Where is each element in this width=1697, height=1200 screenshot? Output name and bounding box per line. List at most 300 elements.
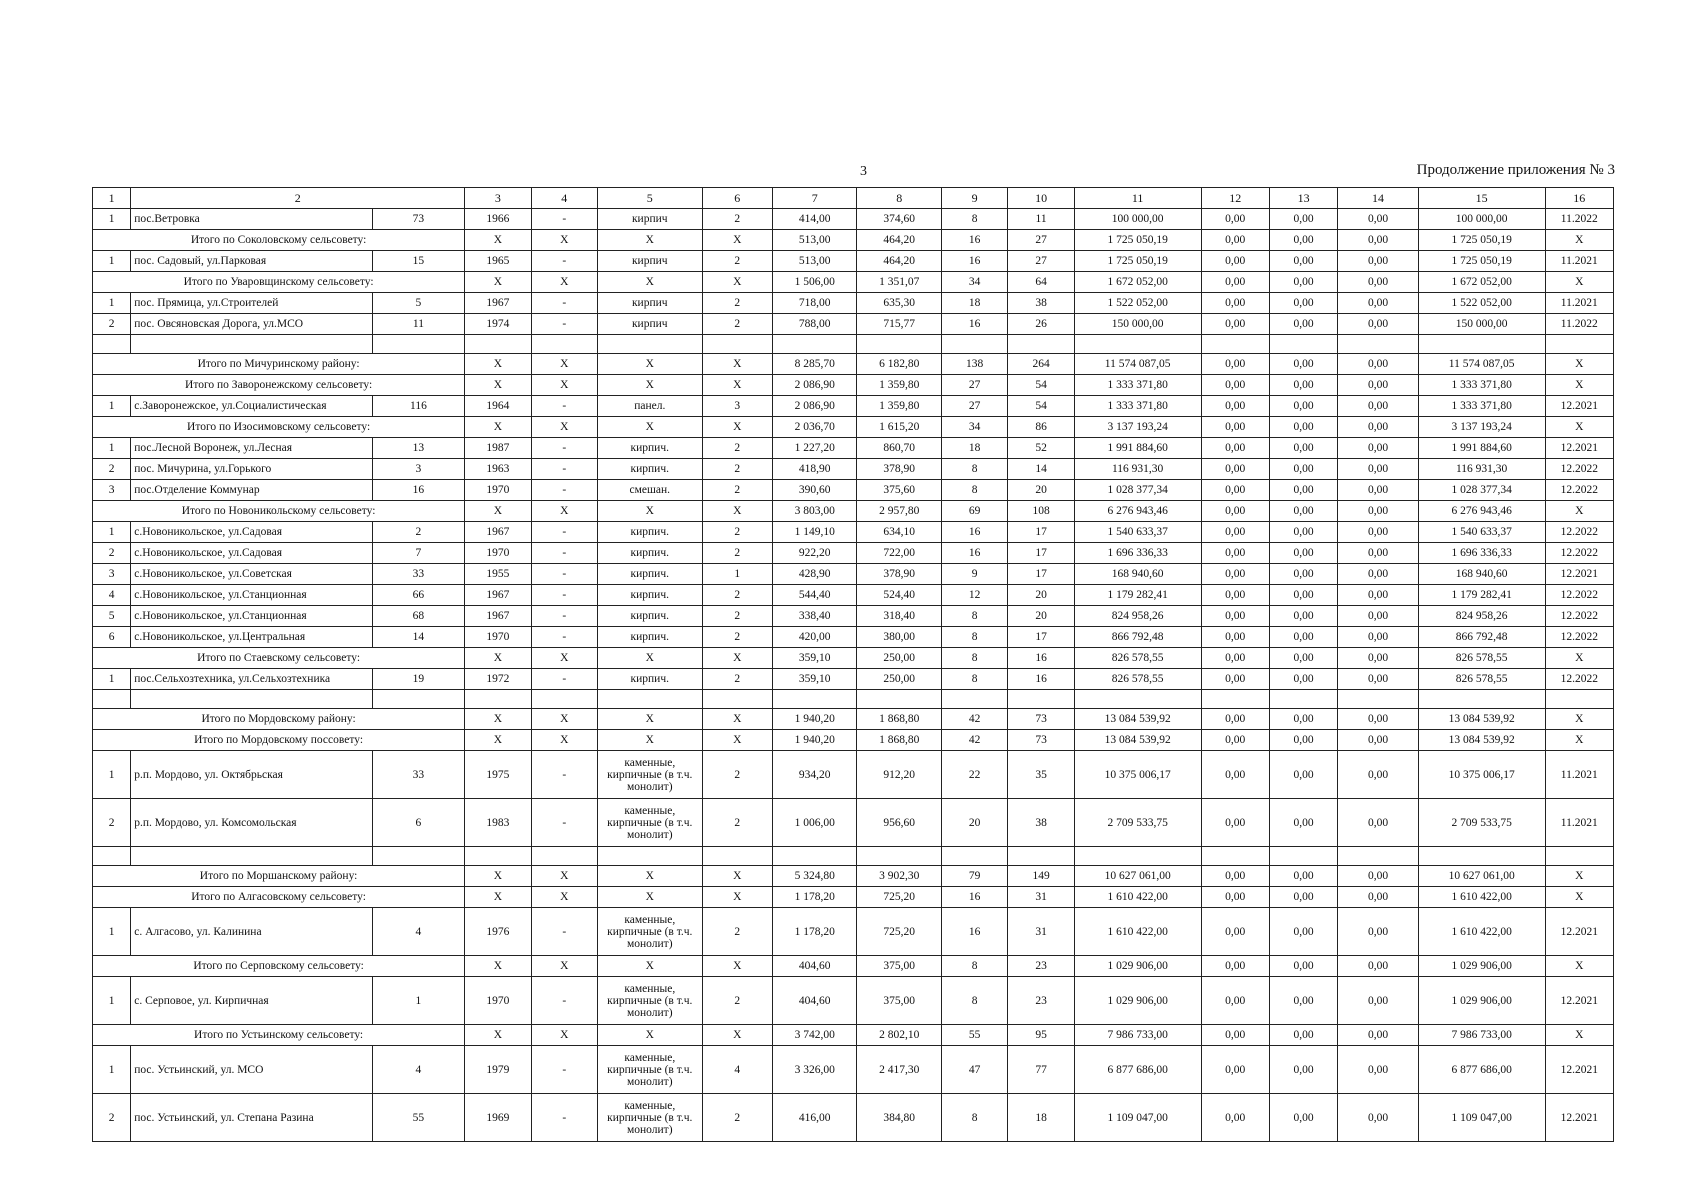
wall-material-cell: каменные, кирпичные (в т.ч. монолит) [597,751,702,799]
table-cell: 68 [372,606,465,627]
column-number-header: 15 [1418,188,1545,209]
table-cell: 2 [702,606,772,627]
table-cell: 0,00 [1269,1094,1337,1142]
table-cell: 464,20 [857,251,942,272]
table-cell: 1 522 052,00 [1418,293,1545,314]
table-cell: X [702,375,772,396]
table-cell: X [597,866,702,887]
table-cell: 0,00 [1338,1094,1418,1142]
table-cell: X [597,956,702,977]
table-cell: 0,00 [1338,606,1418,627]
empty-cell [131,847,372,866]
table-cell: X [531,1025,597,1046]
table-cell: 18 [1008,1094,1074,1142]
empty-cell [857,847,942,866]
table-cell: 16 [1008,669,1074,690]
wall-material-cell: каменные, кирпичные (в т.ч. монолит) [597,1046,702,1094]
table-cell: 27 [1008,230,1074,251]
wall-material-cell: кирпич. [597,564,702,585]
table-cell: 922,20 [772,543,857,564]
table-cell: 0,00 [1201,459,1269,480]
subtotal-label: Итого по Алгасовскому сельсовету: [93,887,465,908]
table-cell: 6 [372,799,465,847]
address-cell: пос. Садовый, ул.Парковая [131,251,372,272]
table-cell: 824 958,26 [1418,606,1545,627]
table-cell: 0,00 [1338,459,1418,480]
table-cell: 0,00 [1269,908,1337,956]
table-cell: 1983 [465,799,531,847]
table-cell: 12 [941,585,1007,606]
table-cell: 1 029 906,00 [1074,977,1201,1025]
row-number-cell: 3 [93,564,131,585]
empty-cell [372,335,465,354]
table-cell: 1 725 050,19 [1074,230,1201,251]
table-cell: 0,00 [1201,1094,1269,1142]
table-cell: 0,00 [1338,866,1418,887]
table-cell: 149 [1008,866,1074,887]
column-number-header: 8 [857,188,942,209]
table-cell: 77 [1008,1046,1074,1094]
table-cell: 1 178,20 [772,887,857,908]
table-cell: 23 [1008,977,1074,1025]
table-cell: 1 991 884,60 [1418,438,1545,459]
table-cell: X [702,709,772,730]
table-cell: - [531,564,597,585]
table-cell: 0,00 [1269,887,1337,908]
empty-cell [1545,335,1613,354]
table-cell: 2 [702,438,772,459]
table-row [93,751,1614,799]
table-cell: 0,00 [1201,799,1269,847]
table-cell: 0,00 [1269,209,1337,230]
table-cell: 1 725 050,19 [1074,251,1201,272]
table-cell: 3 326,00 [772,1046,857,1094]
table-cell: X [465,354,531,375]
address-cell: с.Новоникольское, ул.Станционная [131,606,372,627]
table-cell: 0,00 [1201,543,1269,564]
table-cell: 0,00 [1201,627,1269,648]
table-cell: 86 [1008,417,1074,438]
table-cell: 464,20 [857,230,942,251]
row-number-cell: 2 [93,459,131,480]
empty-cell [702,690,772,709]
table-cell: 7 [372,543,465,564]
table-cell: 18 [941,293,1007,314]
table-cell: 1 696 336,33 [1418,543,1545,564]
table-cell: 0,00 [1269,543,1337,564]
table-cell: 0,00 [1201,293,1269,314]
table-cell: 0,00 [1201,375,1269,396]
subtotal-row [93,866,1614,887]
table-row [93,459,1614,480]
empty-cell [1269,847,1337,866]
table-cell: X [465,887,531,908]
table-cell: 2 417,30 [857,1046,942,1094]
table-cell: 824 958,26 [1074,606,1201,627]
subtotal-row [93,887,1614,908]
subtotal-label: Итого по Устьинскому сельсовету: [93,1025,465,1046]
address-cell: р.п. Мордово, ул. Октябрьская [131,751,372,799]
table-cell: 6 276 943,46 [1074,501,1201,522]
table-cell: X [465,648,531,669]
table-cell: 26 [1008,314,1074,335]
table-cell: X [465,375,531,396]
table-cell: 38 [1008,799,1074,847]
table-cell: 34 [941,417,1007,438]
table-cell: X [465,230,531,251]
table-cell: 100 000,00 [1418,209,1545,230]
subtotal-label: Итого по Мичуринскому району: [93,354,465,375]
table-cell: 1 [372,977,465,1025]
table-cell: X [597,1025,702,1046]
table-cell: 544,40 [772,585,857,606]
table-cell: 0,00 [1201,977,1269,1025]
table-cell: 1 672 052,00 [1074,272,1201,293]
empty-cell [857,690,942,709]
table-cell: - [531,1046,597,1094]
table-cell: - [531,522,597,543]
empty-cell [1008,690,1074,709]
table-row [93,799,1614,847]
table-cell: 6 877 686,00 [1418,1046,1545,1094]
table-cell: 3 [702,396,772,417]
table-cell: 10 627 061,00 [1418,866,1545,887]
empty-cell [772,335,857,354]
table-cell: 2 [702,669,772,690]
row-number-cell: 1 [93,751,131,799]
table-row [93,585,1614,606]
table-cell: 1987 [465,438,531,459]
table-cell: 11.2021 [1545,251,1613,272]
table-cell: 414,00 [772,209,857,230]
table-cell: 1970 [465,627,531,648]
table-cell: 378,90 [857,459,942,480]
table-cell: 1 615,20 [857,417,942,438]
table-row [93,606,1614,627]
table-cell: 5 324,80 [772,866,857,887]
address-cell: с.Заворонежское, ул.Социалистическая [131,396,372,417]
table-cell: 866 792,48 [1074,627,1201,648]
table-cell: 27 [941,375,1007,396]
address-cell: пос.Лесной Воронеж, ул.Лесная [131,438,372,459]
address-cell: с. Алгасово, ул. Калинина [131,908,372,956]
table-cell: 404,60 [772,956,857,977]
table-cell: 2 [702,522,772,543]
table-cell: 73 [1008,709,1074,730]
wall-material-cell: смешан. [597,480,702,501]
empty-cell [93,690,131,709]
table-cell: 6 182,80 [857,354,942,375]
table-cell: 16 [941,908,1007,956]
table-cell: 0,00 [1338,751,1418,799]
table-cell: 380,00 [857,627,942,648]
row-number-cell: 6 [93,627,131,648]
empty-cell [597,690,702,709]
table-cell: 11.2022 [1545,314,1613,335]
table-cell: 359,10 [772,648,857,669]
table-cell: 0,00 [1201,709,1269,730]
table-cell: 1967 [465,606,531,627]
table-cell: 0,00 [1338,314,1418,335]
table-cell: 1975 [465,751,531,799]
row-number-cell: 1 [93,908,131,956]
table-cell: 10 627 061,00 [1074,866,1201,887]
table-cell: 12.2022 [1545,522,1613,543]
table-cell: X [702,648,772,669]
table-cell: 12.2021 [1545,564,1613,585]
table-cell: 8 [941,209,1007,230]
table-cell: 378,90 [857,564,942,585]
table-cell: 1 506,00 [772,272,857,293]
wall-material-cell: кирпич. [597,459,702,480]
table-row [93,438,1614,459]
table-cell: 0,00 [1201,272,1269,293]
table-cell: X [465,709,531,730]
table-cell: 35 [1008,751,1074,799]
table-cell: 12.2022 [1545,627,1613,648]
table-cell: 7 986 733,00 [1418,1025,1545,1046]
table-cell: 12.2022 [1545,606,1613,627]
wall-material-cell: кирпич. [597,669,702,690]
table-cell: 0,00 [1338,730,1418,751]
table-cell: 390,60 [772,480,857,501]
table-cell: 0,00 [1269,522,1337,543]
subtotal-row [93,417,1614,438]
table-cell: 0,00 [1201,396,1269,417]
table-cell: 13 084 539,92 [1418,730,1545,751]
table-cell: 2 036,70 [772,417,857,438]
table-cell: 27 [941,396,1007,417]
table-cell: - [531,209,597,230]
table-cell: 0,00 [1338,709,1418,730]
wall-material-cell: кирпич. [597,627,702,648]
table-cell: 4 [372,908,465,956]
table-cell: 0,00 [1269,730,1337,751]
table-cell: 0,00 [1338,480,1418,501]
table-cell: X [1545,375,1613,396]
table-cell: - [531,251,597,272]
table-cell: 0,00 [1201,480,1269,501]
table-row [93,1046,1614,1094]
table-cell: 0,00 [1201,522,1269,543]
table-cell: 16 [941,887,1007,908]
table-cell: 0,00 [1201,1025,1269,1046]
page-number: 3 [860,164,867,179]
address-cell: пос. Мичурина, ул.Горького [131,459,372,480]
table-cell: 715,77 [857,314,942,335]
column-number-header: 5 [597,188,702,209]
table-cell: 0,00 [1338,669,1418,690]
table-cell: 513,00 [772,251,857,272]
table-cell: 934,20 [772,751,857,799]
table-cell: 0,00 [1269,751,1337,799]
empty-cell [1074,335,1201,354]
empty-cell [1269,335,1337,354]
table-cell: 1 868,80 [857,709,942,730]
table-cell: 250,00 [857,648,942,669]
table-cell: 2 [702,209,772,230]
table-cell: 0,00 [1269,396,1337,417]
table-cell: X [465,730,531,751]
table-cell: 138 [941,354,1007,375]
table-cell: 250,00 [857,669,942,690]
table-cell: 826 578,55 [1074,648,1201,669]
housing-program-table [92,187,1614,1142]
table-cell: 3 803,00 [772,501,857,522]
table-row [93,1094,1614,1142]
table-cell: 34 [941,272,1007,293]
table-cell: 418,90 [772,459,857,480]
wall-material-cell: кирпич [597,293,702,314]
table-cell: X [1545,866,1613,887]
table-cell: 11.2021 [1545,293,1613,314]
table-cell: 16 [941,543,1007,564]
address-cell: р.п. Мордово, ул. Комсомольская [131,799,372,847]
table-cell: - [531,585,597,606]
table-cell: 66 [372,585,465,606]
table-cell: X [597,709,702,730]
table-cell: 0,00 [1201,354,1269,375]
column-number-header: 6 [702,188,772,209]
empty-cell [1338,690,1418,709]
table-cell: 47 [941,1046,1007,1094]
table-cell: X [1545,887,1613,908]
table-cell: X [702,272,772,293]
table-cell: X [702,730,772,751]
table-cell: 73 [1008,730,1074,751]
table-cell: 79 [941,866,1007,887]
table-cell: 8 [941,669,1007,690]
table-cell: 55 [372,1094,465,1142]
table-cell: - [531,977,597,1025]
table-cell: 1 940,20 [772,709,857,730]
table-cell: - [531,396,597,417]
row-number-cell: 1 [93,522,131,543]
table-cell: 1 029 906,00 [1418,956,1545,977]
table-cell: 0,00 [1201,730,1269,751]
table-cell: 7 986 733,00 [1074,1025,1201,1046]
address-cell: с.Новоникольское, ул.Садовая [131,543,372,564]
table-cell: 0,00 [1338,543,1418,564]
table-cell: 2 [702,314,772,335]
table-cell: 0,00 [1201,1046,1269,1094]
table-cell: 912,20 [857,751,942,799]
table-cell: 4 [702,1046,772,1094]
wall-material-cell: кирпич. [597,606,702,627]
table-cell: 0,00 [1201,585,1269,606]
table-cell: 168 940,60 [1418,564,1545,585]
row-number-cell: 2 [93,543,131,564]
table-cell: 1967 [465,585,531,606]
table-cell: 8 [941,627,1007,648]
table-cell: 375,00 [857,977,942,1025]
table-cell: 31 [1008,887,1074,908]
table-cell: 64 [1008,272,1074,293]
table-cell: X [465,866,531,887]
table-cell: 12.2021 [1545,396,1613,417]
table-cell: 150 000,00 [1418,314,1545,335]
table-cell: 1967 [465,293,531,314]
table-cell: 416,00 [772,1094,857,1142]
table-cell: 108 [1008,501,1074,522]
table-cell: 0,00 [1269,459,1337,480]
table-cell: 0,00 [1338,354,1418,375]
table-cell: 12.2021 [1545,908,1613,956]
table-cell: 0,00 [1201,751,1269,799]
table-cell: X [1545,417,1613,438]
table-cell: 524,40 [857,585,942,606]
table-cell: 11.2021 [1545,751,1613,799]
empty-cell [1008,847,1074,866]
empty-cell [1338,847,1418,866]
table-cell: 33 [372,751,465,799]
table-cell: 0,00 [1338,585,1418,606]
table-cell: 2 [702,908,772,956]
table-cell: 0,00 [1201,908,1269,956]
table-cell: 0,00 [1338,501,1418,522]
table-cell: 1 522 052,00 [1074,293,1201,314]
table-row [93,977,1614,1025]
table-cell: 1 333 371,80 [1074,396,1201,417]
table-cell: 55 [941,1025,1007,1046]
table-cell: 788,00 [772,314,857,335]
table-cell: 826 578,55 [1418,669,1545,690]
row-number-cell: 1 [93,977,131,1025]
empty-row [93,690,1614,709]
table-cell: - [531,908,597,956]
column-number-header: 4 [531,188,597,209]
table-cell: 1 868,80 [857,730,942,751]
table-cell: 0,00 [1201,887,1269,908]
subtotal-row [93,354,1614,375]
empty-cell [1201,335,1269,354]
table-cell: 0,00 [1338,908,1418,956]
table-cell: 13 084 539,92 [1418,709,1545,730]
subtotal-label: Итого по Соколовскому сельсовету: [93,230,465,251]
empty-cell [772,690,857,709]
empty-cell [465,690,531,709]
table-cell: 12.2022 [1545,543,1613,564]
empty-cell [1418,690,1545,709]
table-cell: 27 [1008,251,1074,272]
empty-cell [372,690,465,709]
address-cell: с.Новоникольское, ул.Центральная [131,627,372,648]
table-cell: 11 [1008,209,1074,230]
subtotal-row [93,230,1614,251]
table-cell: 0,00 [1201,438,1269,459]
table-cell: 1 028 377,34 [1074,480,1201,501]
table-cell: 0,00 [1269,272,1337,293]
table-row [93,543,1614,564]
table-cell: 428,90 [772,564,857,585]
table-cell: 0,00 [1201,417,1269,438]
table-cell: 15 [372,251,465,272]
table-cell: 2 709 533,75 [1418,799,1545,847]
table-cell: X [465,272,531,293]
row-number-cell: 2 [93,799,131,847]
table-cell: 0,00 [1269,956,1337,977]
table-cell: 10 375 006,17 [1418,751,1545,799]
table-cell: 8 [941,977,1007,1025]
table-cell: 95 [1008,1025,1074,1046]
table-cell: 513,00 [772,230,857,251]
table-cell: 1972 [465,669,531,690]
table-cell: 13 084 539,92 [1074,709,1201,730]
subtotal-row [93,730,1614,751]
table-cell: 116 931,30 [1074,459,1201,480]
table-cell: 2 [702,977,772,1025]
table-cell: 12.2022 [1545,459,1613,480]
